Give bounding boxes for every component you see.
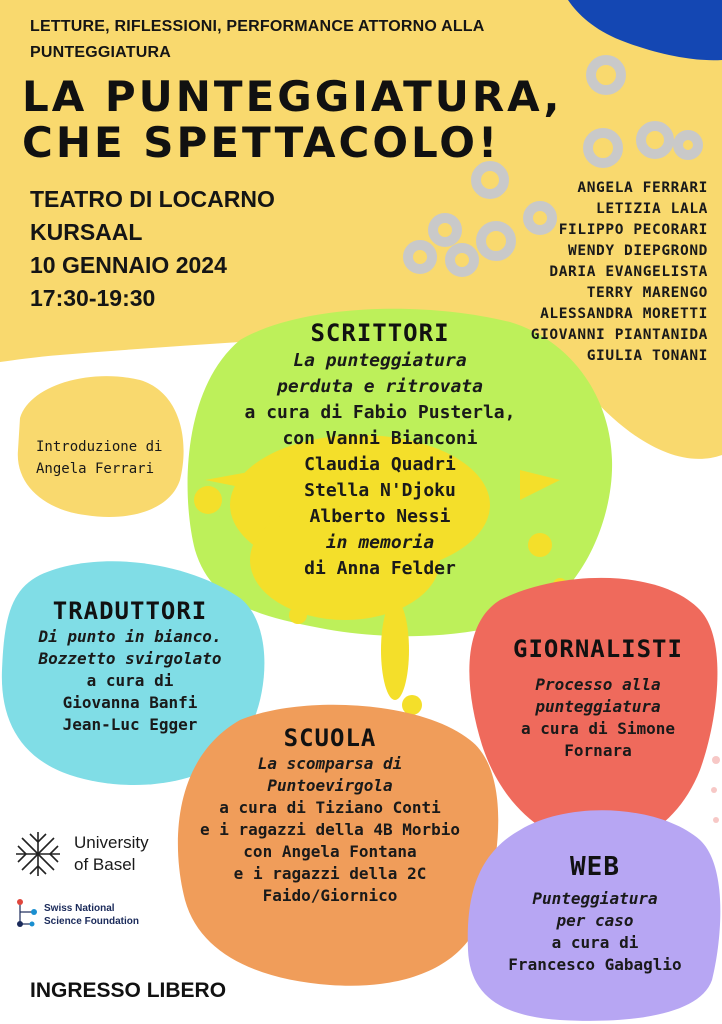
section-line: con Vanni Bianconi: [282, 428, 478, 449]
participant-name: GIULIA TONANI: [586, 348, 708, 364]
section-line: Di punto in bianco.: [38, 627, 222, 646]
pink-dots: [711, 756, 720, 823]
section-heading: WEB: [570, 852, 620, 882]
section-line: a cura di Fabio Pusterla,: [244, 402, 516, 423]
section-heading: GIORNALISTI: [513, 635, 683, 663]
section-line: in memoria: [325, 532, 435, 553]
section-line: a cura di Tiziano Conti: [219, 798, 441, 817]
section-line: Francesco Gabaglio: [508, 955, 682, 974]
university-of-basel-logo: [12, 828, 172, 884]
section-line: Faido/Giornico: [262, 886, 398, 905]
section-web: [470, 852, 720, 976]
section-heading: TRADUTTORI: [52, 597, 208, 625]
venue-line-2: KURSAAL: [30, 219, 143, 245]
section-scuola: [180, 723, 480, 907]
section-line: e i ragazzi della 4B Morbio: [199, 820, 461, 839]
section-line: Alberto Nessi: [309, 506, 451, 527]
section-line: e i ragazzi della 2C: [233, 864, 427, 883]
introduction: [36, 436, 186, 480]
section-line: a cura di: [86, 671, 174, 690]
snf-network-icon: [14, 898, 38, 930]
snf-line-1: Swiss National: [44, 903, 115, 914]
section-line: Giovanna Banfi: [62, 693, 198, 712]
free-admission: INGRESSO LIBERO: [30, 979, 227, 1002]
participant-name: ANGELA FERRARI: [577, 180, 708, 196]
section-line: Stella N'Djoku: [304, 480, 456, 501]
participant-name: FILIPPO PECORARI: [558, 222, 708, 238]
section-line: Jean-Luc Egger: [62, 715, 198, 734]
university-line-2: of Basel: [74, 855, 136, 874]
section-giornalisti: [478, 634, 718, 762]
section-line: a cura di: [551, 933, 639, 952]
participant-name: WENDY DIEPGROND: [568, 243, 708, 259]
section-heading: SCUOLA: [283, 724, 377, 752]
participant-name: DARIA EVANGELISTA: [549, 264, 708, 280]
participant-name: ALESSANDRA MORETTI: [540, 306, 708, 322]
section-traduttori: [10, 596, 250, 736]
section-line: Bozzetto svirgolato: [38, 649, 222, 668]
section-line: La punteggiatura: [293, 350, 467, 371]
section-scrittori: [220, 318, 540, 582]
intro-line-2: Angela Ferrari: [36, 461, 155, 477]
page-title: [22, 74, 682, 166]
basel-snowflake-icon: [12, 828, 64, 880]
section-line: punteggiatura: [535, 697, 661, 716]
section-line: Fornara: [564, 741, 632, 760]
participant-name: TERRY MARENGO: [586, 285, 708, 301]
title-line-2: CHE SPETTACOLO!: [22, 118, 501, 167]
section-line: di Anna Felder: [304, 558, 456, 579]
intro-line-1: Introduzione di: [36, 439, 163, 455]
section-heading: SCRITTORI: [310, 319, 450, 347]
section-line: Processo alla: [535, 675, 661, 694]
section-line: Punteggiatura: [532, 889, 658, 908]
section-line: Claudia Quadri: [304, 454, 456, 475]
university-line-1: University: [74, 833, 149, 852]
venue-line-1: TEATRO DI LOCARNO: [30, 186, 275, 212]
section-line: Puntoevirgola: [267, 776, 393, 795]
section-line: perduta e ritrovata: [277, 376, 483, 397]
snf-logo: [14, 898, 174, 938]
event-time: 17:30-19:30: [30, 285, 156, 311]
section-line: a cura di Simone: [520, 719, 676, 738]
university-name: [74, 832, 149, 876]
title-line-1: LA PUNTEGGIATURA,: [22, 72, 563, 121]
snf-line-2: Science Foundation: [44, 916, 140, 927]
section-line: La scomparsa di: [257, 754, 403, 773]
snf-name: [44, 902, 139, 928]
event-kicker: LETTURE, RIFLESSIONI, PERFORMANCE ATTORNO ALLA PUNTEGGIATURA: [30, 18, 484, 61]
section-line: con Angela Fontana: [243, 842, 417, 861]
event-date: 10 GENNAIO 2024: [30, 252, 227, 278]
section-line: per caso: [556, 911, 634, 930]
participant-name: GIOVANNI PIANTANIDA: [530, 327, 708, 343]
event-details: [30, 183, 330, 315]
participant-name: LETIZIA LALA: [596, 201, 708, 217]
